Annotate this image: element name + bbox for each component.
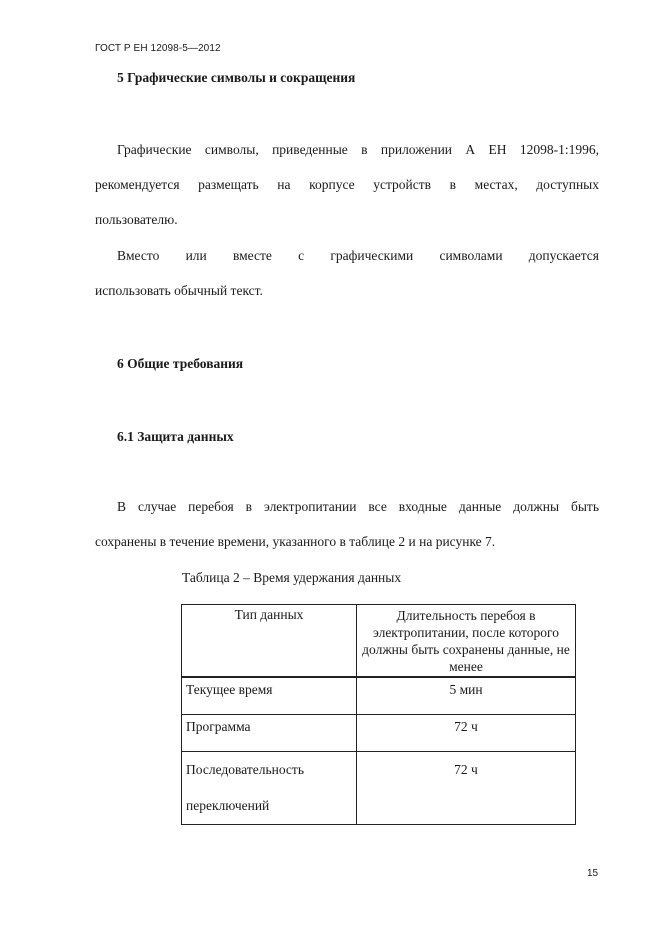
- data-retention-table: [181, 604, 576, 825]
- section-5-heading: 5 Графические символы и сокращения: [117, 70, 356, 85]
- page-number: 15: [587, 868, 599, 879]
- section-5-paragraph-2: [95, 238, 599, 308]
- text-line: пользователю.: [95, 212, 178, 227]
- table-header-row: [182, 605, 576, 678]
- table-header-cell: Длительность перебоя в электропитании, после которого должны быть сохранены данные, не менее: [357, 605, 576, 678]
- section-6-heading: 6 Общие требования: [117, 356, 244, 371]
- running-header: ГОСТ Р ЕН 12098-5—2012: [95, 43, 221, 54]
- table-cell-type: Последовательность переключений: [182, 752, 357, 825]
- table-header-cell: Тип данных: [182, 605, 357, 678]
- text-line: В случае перебоя в электропитании все входные данные должны быть: [117, 499, 599, 514]
- text-line: Графические символы, приведенные в приложении А ЕН 12098-1:1996,: [117, 142, 599, 157]
- table-cell-duration: 72 ч: [357, 715, 576, 752]
- text-line: сохранены в течение времени, указанного в таблице 2 и на рисунке 7.: [95, 534, 496, 549]
- section-6-1-heading: 6.1 Защита данных: [117, 429, 234, 444]
- table-cell-type: Текущее время: [182, 677, 357, 715]
- section-6-1-paragraph: [95, 489, 599, 559]
- table-cell-duration: 72 ч: [357, 752, 576, 825]
- table-row: [182, 752, 576, 825]
- table-cell-type: Программа: [182, 715, 357, 752]
- table-caption: Таблица 2 – Время удержания данных: [182, 570, 402, 585]
- section-5-paragraph-1: [95, 132, 599, 237]
- text-line: Вместо или вместе с графическими символами допускается: [117, 248, 599, 263]
- table-row: [182, 677, 576, 715]
- text-line: использовать обычный текст.: [95, 283, 263, 298]
- text-line: рекомендуется размещать на корпусе устройств в местах, доступных: [95, 177, 599, 192]
- table-cell-duration: 5 мин: [357, 677, 576, 715]
- table-row: [182, 715, 576, 752]
